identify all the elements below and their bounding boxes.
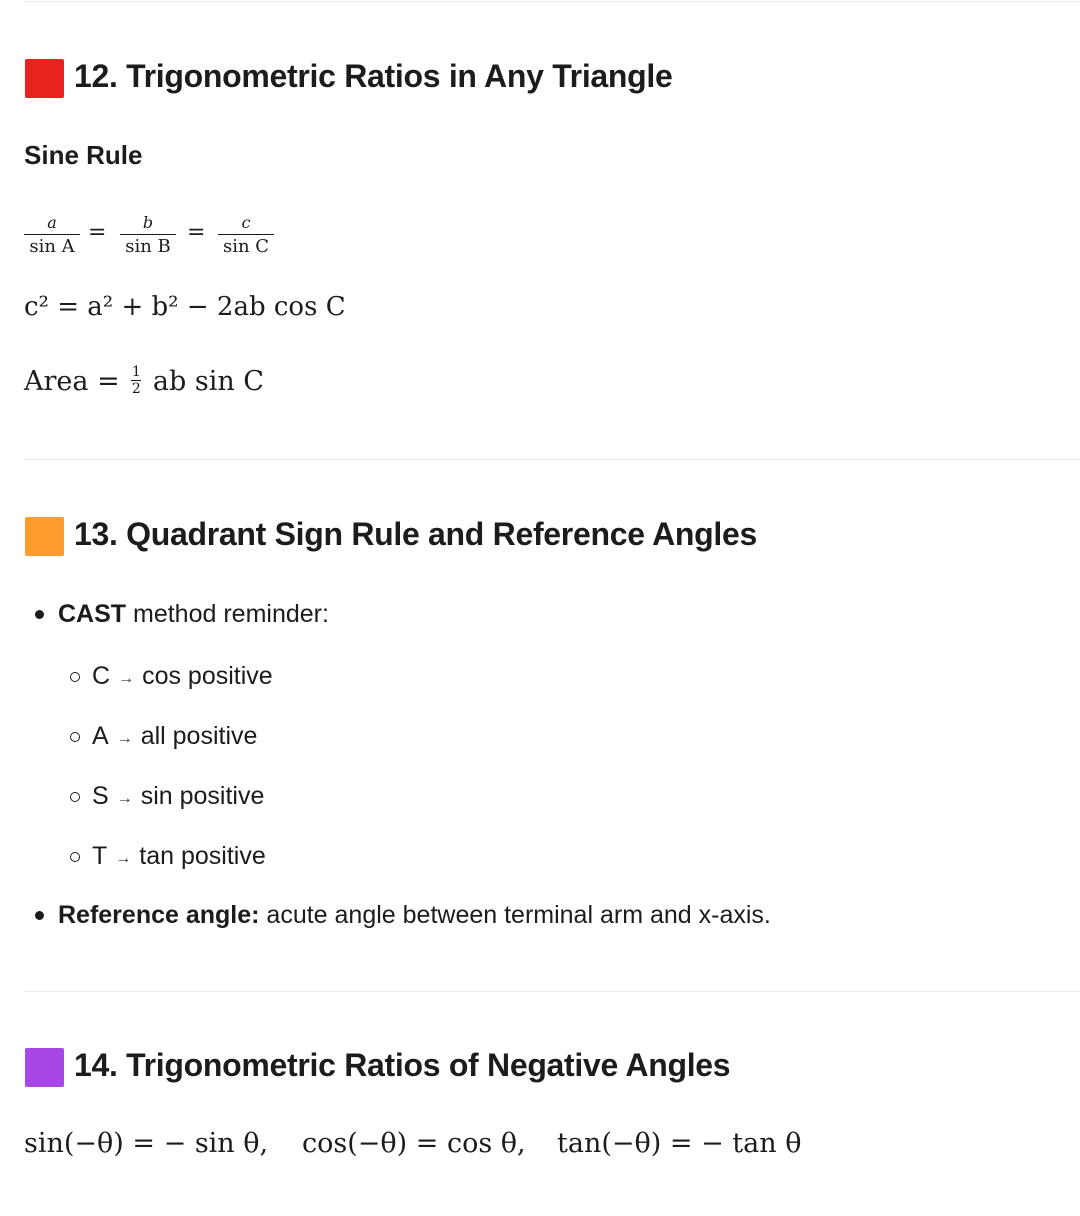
fraction-b (120, 214, 176, 257)
numerator: a (47, 213, 57, 232)
sub-bullet-circle (70, 672, 80, 682)
cast-bullet: CAST method reminder: (58, 600, 329, 628)
denominator: sin A (29, 236, 75, 257)
purple-square-icon (25, 1048, 64, 1087)
identity-cos: cos(−θ) = cos θ, (302, 1128, 526, 1159)
numerator: b (142, 213, 154, 232)
section-divider (24, 459, 1080, 460)
bullet-dot (35, 610, 44, 619)
fraction-c (218, 214, 274, 257)
section-14-heading: 14. Trigonometric Ratios of Negative Angles (74, 1047, 731, 1083)
orange-square-icon (25, 517, 64, 556)
numerator: c (241, 213, 251, 232)
reference-angle-bullet: Reference angle: acute angle between terminal arm and x-axis. (58, 901, 771, 929)
equals-sign: = (187, 220, 206, 245)
cosine-rule-formula: c² = a² + b² − 2ab cos C (24, 292, 346, 322)
fraction-a (24, 214, 80, 257)
identity-tan: tan(−θ) = − tan θ (557, 1128, 802, 1159)
section-12-heading: 12. Trigonometric Ratios in Any Triangle (74, 58, 673, 94)
sub-bullet-circle (70, 732, 80, 742)
top-divider (24, 1, 1080, 2)
sub-bullet-circle (70, 852, 80, 862)
cast-item-a: A → all positive (92, 722, 258, 750)
bullet-dot (35, 911, 44, 920)
cast-item-c: C → cos positive (92, 662, 273, 690)
section-divider (24, 991, 1080, 992)
section-13-heading: 13. Quadrant Sign Rule and Reference Angles (74, 516, 757, 552)
reference-angle-bold: Reference angle: (58, 901, 260, 929)
equals-sign: = (88, 220, 107, 245)
denominator: sin C (222, 236, 270, 257)
sine-rule-subheading: Sine Rule (24, 140, 143, 170)
area-rest: ab sin C (152, 366, 264, 397)
identity-sin: sin(−θ) = − sin θ, (24, 1128, 269, 1159)
sub-bullet-circle (70, 792, 80, 802)
half-fraction: $\frac{1}{2}$ (131, 364, 141, 397)
denominator: sin B (125, 236, 171, 257)
area-label: Area = (24, 366, 120, 397)
cast-bold: CAST (58, 600, 127, 628)
red-square-icon (25, 59, 64, 98)
area-formula (24, 366, 264, 398)
cast-item-s: S → sin positive (92, 782, 265, 810)
cast-item-t: T → tan positive (92, 842, 266, 870)
